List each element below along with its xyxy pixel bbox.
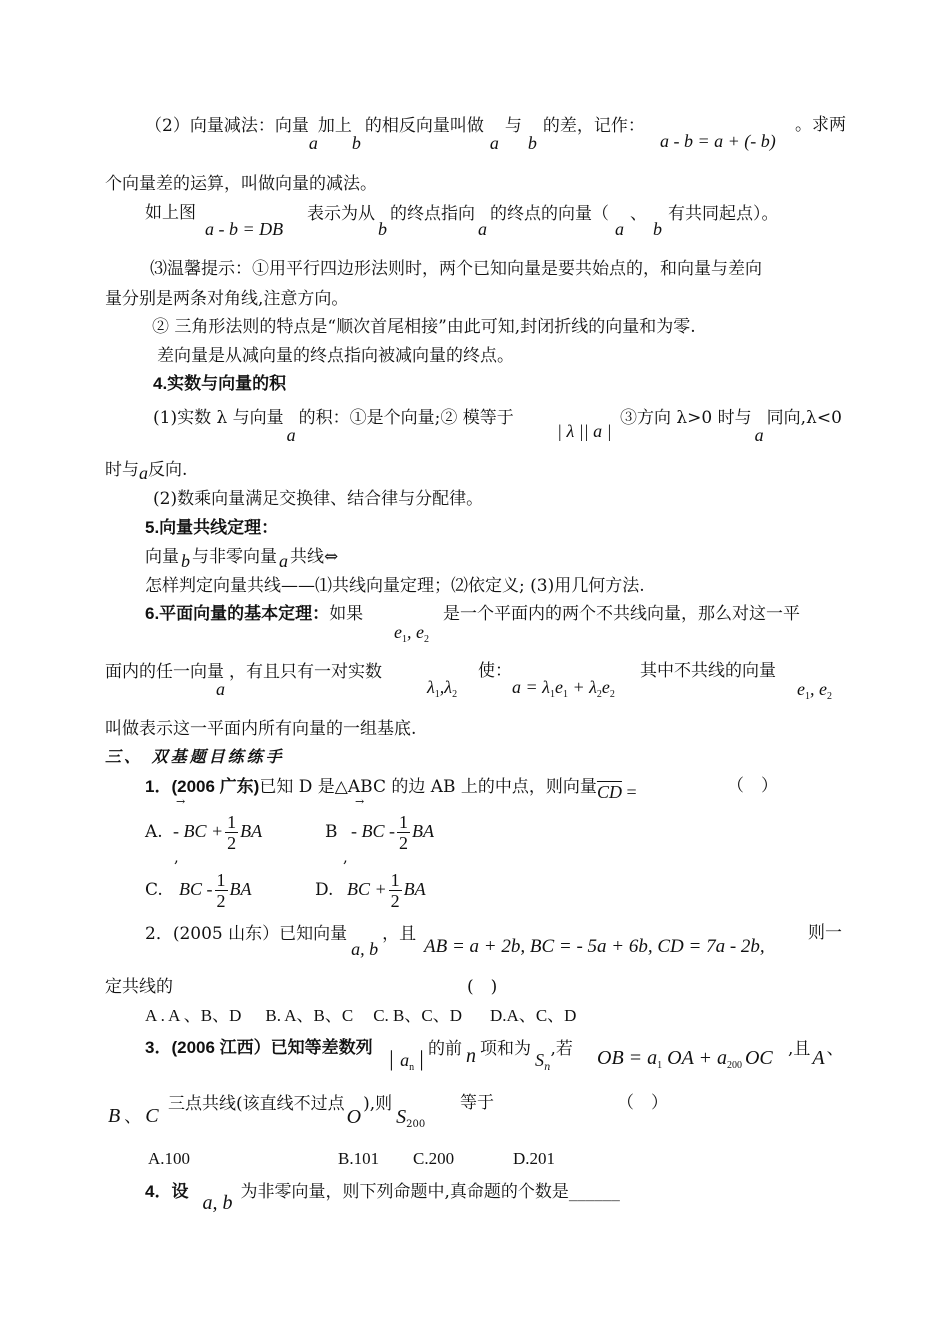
fraction-half: $\frac{1}{2}$ bbox=[399, 812, 408, 853]
text-equals: 等于 bbox=[460, 1093, 494, 1113]
text-such-that: 使： bbox=[478, 661, 512, 681]
line-vector-subtraction: （2）向量减法：向量a加上b的相反向量叫做a与b的差，记作： bbox=[145, 116, 645, 153]
choice-1c: C. BC - $\frac{1}{2}$ BA bbox=[145, 870, 252, 911]
line-unique-pair: 面内的任一向量a，有且只有一对实数 bbox=[105, 662, 382, 699]
formula-a-minus-b-db: a - b = DB bbox=[205, 219, 284, 239]
fraction-half: $\frac{1}{2}$ bbox=[216, 870, 226, 911]
comma-mark-b: , bbox=[343, 848, 348, 866]
line-5: 量分别是两条对角线,注意方向。 bbox=[105, 289, 349, 309]
formula-ob: OB = $a_1$ OA + $a_{200}$ OC bbox=[597, 1047, 773, 1071]
question-4: 4．设a, b 为非零向量，则下列命题中,真命题的个数是______ bbox=[145, 1182, 620, 1214]
formula-decomposition: $a = \lambda_1e_1 + \lambda_2e_2$ bbox=[512, 677, 615, 700]
line-1-tail: 。求两 bbox=[795, 115, 846, 135]
line-basis: 叫做表示这一平面内所有向量的一组基底. bbox=[105, 719, 417, 739]
question-3-line2: B 、 C bbox=[108, 1105, 159, 1127]
line-2: 个向量差的运算，叫做向量的减法。 bbox=[105, 174, 377, 194]
question-2-line2: 定共线的 bbox=[105, 977, 173, 997]
text-noncollinear: 其中不共线的向量 bbox=[640, 661, 776, 681]
heading-collinear-theorem: 5.向量共线定理： bbox=[145, 518, 279, 537]
question-2-paren: ( ) bbox=[467, 977, 498, 997]
arrow-mark-a: → bbox=[176, 795, 186, 808]
choice-1d: D. BC + $\frac{1}{2}$ BA bbox=[315, 870, 426, 911]
line-difference-vector: 差向量是从减向量的终点指向被减向量的终点。 bbox=[157, 346, 514, 366]
question-2: 2．(2005 山东）已知向量a, b，且 bbox=[145, 924, 417, 959]
line-basic-theorem: 6.平面向量的基本定理：如果 bbox=[145, 604, 364, 624]
section-heading-exercises: 三、 双基题目练练手 bbox=[105, 747, 285, 766]
formula-subtraction: a - b = a + (- b) bbox=[660, 131, 776, 151]
question-3-paren: （ ） bbox=[617, 1093, 668, 1113]
choice-1a: A. - BC + $\frac{1}{2}$ BA bbox=[145, 812, 263, 853]
fraction-half: $\frac{1}{2}$ bbox=[390, 870, 400, 911]
question-2-tail: 则一 bbox=[808, 923, 842, 943]
line-10: 时与a反向. bbox=[105, 460, 188, 483]
line-scalar-dir: ③方向 λ>0 时与a同向,λ<0 bbox=[620, 408, 842, 445]
choices-q3: A.100 B.101 C.200 D.201 bbox=[148, 1149, 556, 1168]
line-3-rest: 表示为从b的终点指向a的终点的向量（a、b有共同起点）。 bbox=[307, 204, 779, 239]
question-3-tail: ,且 A 、 bbox=[788, 1039, 844, 1069]
line-scalar-def: (1)实数 λ 与向量a的积：①是个向量;② 模等于 bbox=[153, 408, 514, 445]
line-basic-theorem-rest: 是一个平面内的两个不共线向量，那么对这一平 bbox=[443, 604, 800, 624]
line-tip: ⑶温馨提示：①用平行四边形法则时，两个已知向量是要共始点的，和向量与差向 bbox=[150, 259, 762, 279]
question-1: 1．(2006 广东)已知 D 是△ABC 的边 AB 上的中点，则向量$\overline{CD}$ = bbox=[145, 777, 637, 802]
arrow-mark-b: → bbox=[355, 795, 365, 808]
formula-lambdas: $\lambda_1,\lambda_2$ bbox=[427, 677, 458, 700]
question-3-line2-mid: 三点共线(该直线不过点O),则$S_{200}$ bbox=[168, 1094, 426, 1130]
choices-q2: A . A 、B、D B. A、B、C C. B、C、D D.A、C、D bbox=[145, 1006, 577, 1025]
line-triangle-rule: ② 三角形法则的特点是“顺次首尾相接”由此可知,封闭折线的向量和为零. bbox=[152, 317, 696, 337]
fraction-half: $\frac{1}{2}$ bbox=[227, 812, 237, 853]
line-laws: (2)数乘向量满足交换律、结合律与分配律。 bbox=[153, 489, 484, 509]
formula-q2-vectors: AB = a + 2b, BC = - 5a + 6b, CD = 7a - 2b, bbox=[424, 936, 765, 957]
question-3: 3．(2006 江西）已知等差数列 bbox=[145, 1038, 373, 1057]
line-collinear: 向量 b 与非零向量 a 共线⇔ bbox=[145, 547, 339, 571]
question-1-paren: （ ） bbox=[727, 776, 778, 796]
formula-basis-vectors: $e_1$, $e_2$ bbox=[797, 679, 832, 702]
sequence-an: | $a_n$ | bbox=[388, 1046, 425, 1073]
line-3: 如上图 bbox=[145, 203, 196, 223]
choice-1b: B - BC - $\frac{1}{2}$ BA bbox=[325, 812, 434, 853]
line-collinear-methods: 怎样判定向量共线——⑴共线向量定理；⑵依定义; (3)用几何方法. bbox=[145, 576, 645, 596]
question-3-mid: 的前 n 项和为$S_n$,若 bbox=[428, 1039, 573, 1073]
comma-mark-a: , bbox=[174, 848, 179, 866]
formula-e1-e2: $e_1$, $e_2$ bbox=[394, 622, 429, 645]
formula-modulus: | λ || a | bbox=[557, 421, 612, 441]
heading-scalar-product: 4.实数与向量的积 bbox=[153, 374, 287, 393]
